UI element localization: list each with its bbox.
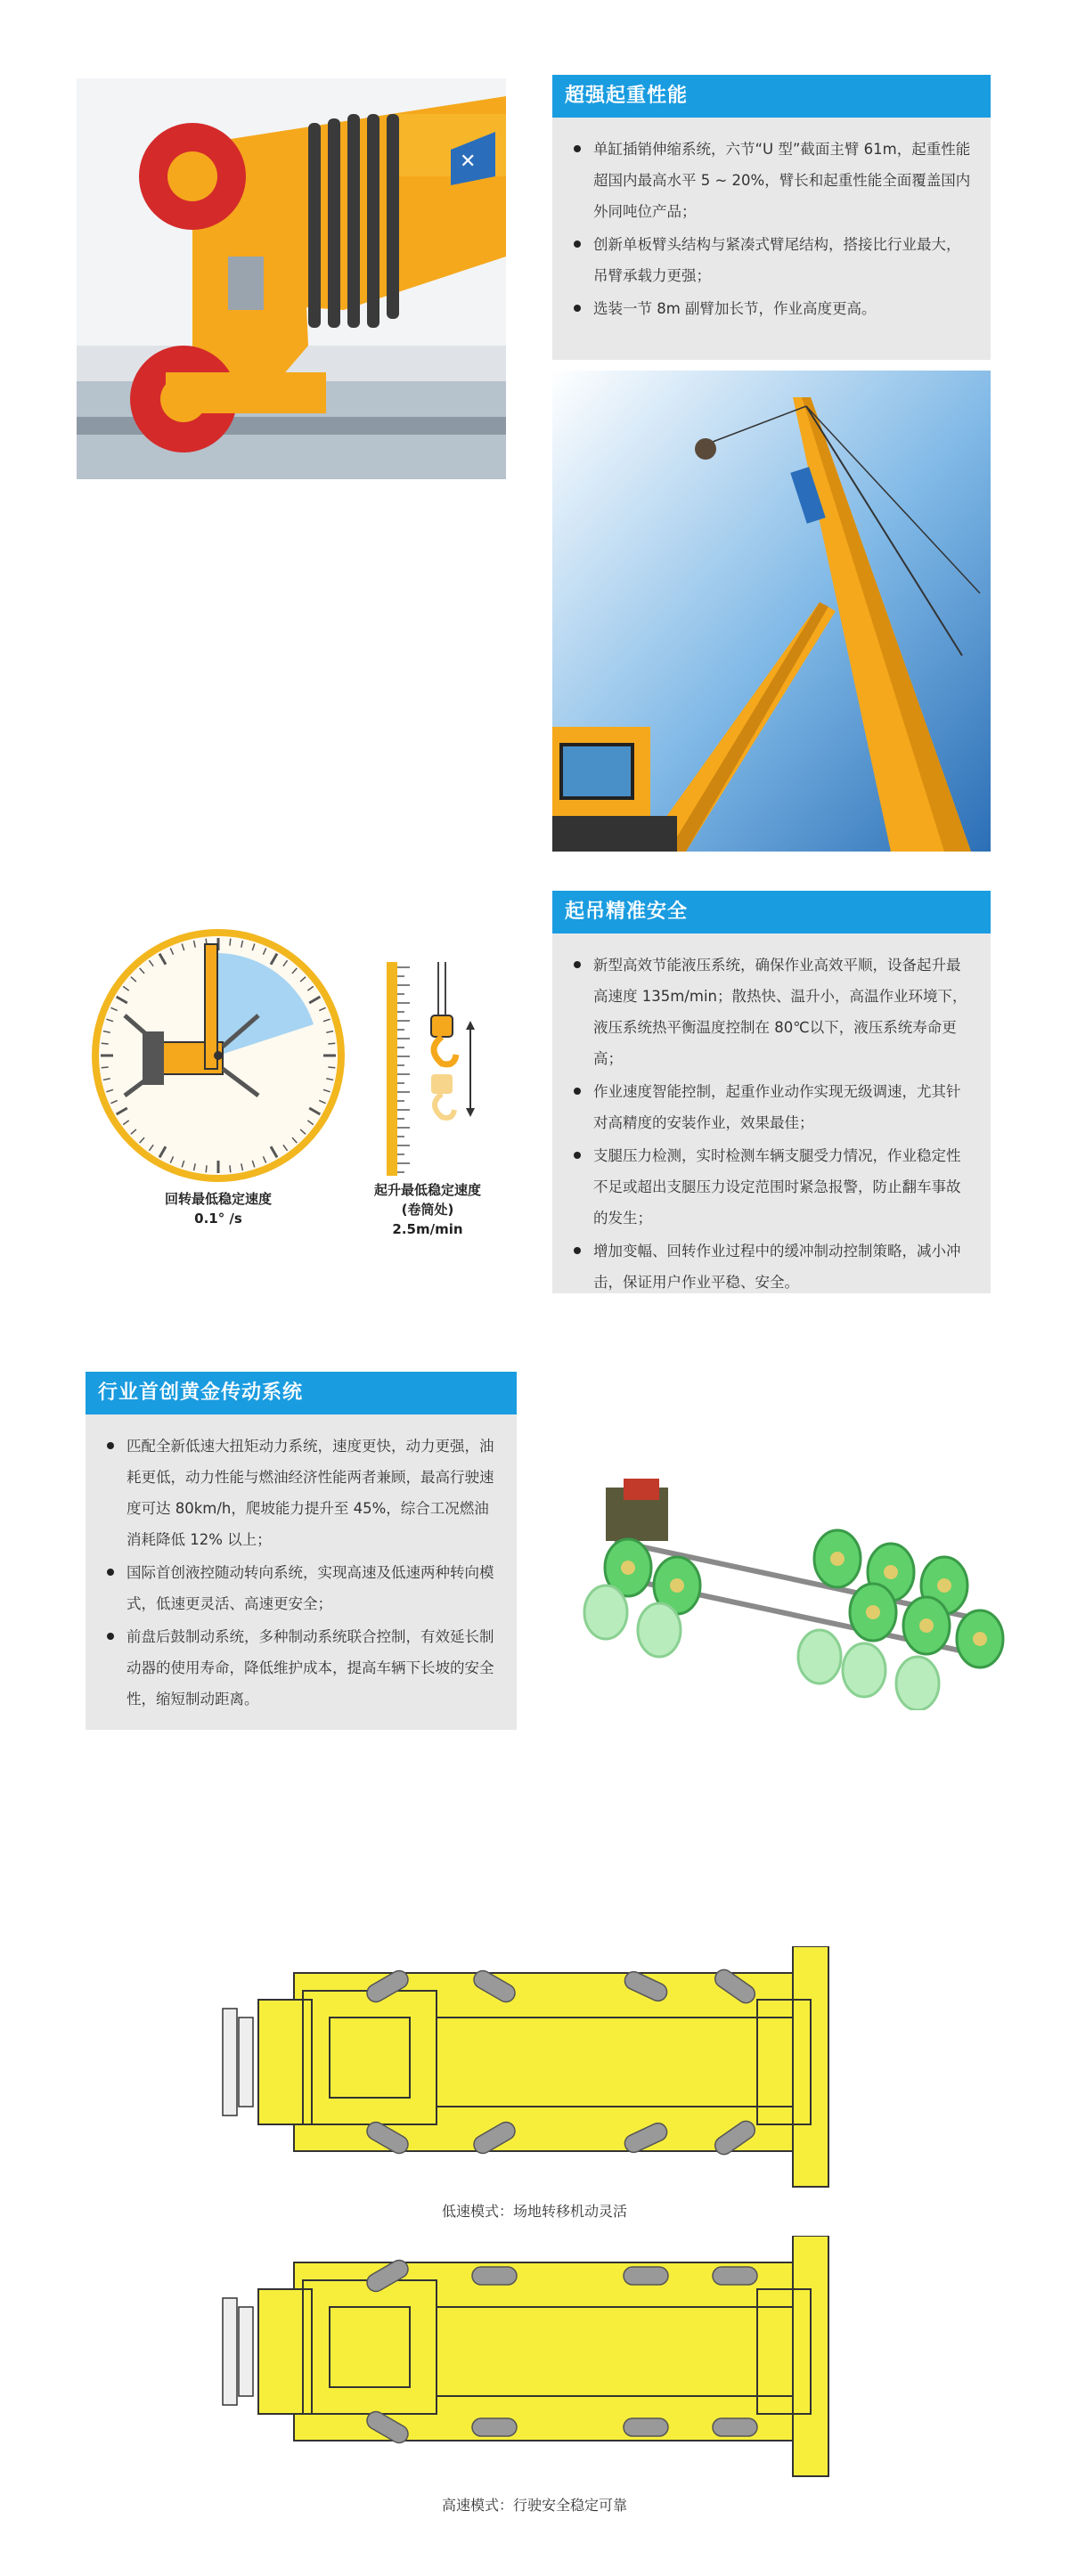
hoist-gauge-caption — [347, 1180, 508, 1239]
boom-head-photo — [77, 78, 506, 479]
svg-text:✕: ✕ — [460, 151, 477, 173]
safety-panel — [552, 891, 991, 1293]
safety-title: 起吊精准安全 — [552, 891, 991, 933]
bullet-dot — [574, 240, 581, 248]
bullet-text: 增加变幅、回转作业过程中的缓冲制动控制策略，减小冲击，保证用户作业平稳、安全。 — [593, 1243, 961, 1291]
list-item — [570, 1235, 973, 1298]
rotation-gauge-label: 回转最低稳定速度 — [164, 1191, 272, 1207]
rotation-gauge-caption — [134, 1189, 303, 1228]
boom-sky-photo — [552, 371, 991, 852]
transmission-list — [86, 1414, 517, 1725]
hoist-gauge-sub: (卷筒处) — [401, 1202, 454, 1218]
transmission-panel — [86, 1372, 517, 1730]
low-speed-caption: 低速模式：场地转移机动灵活 — [441, 2203, 627, 2220]
bullet-text: 匹配全新低速大扭矩动力系统，速度更快，动力更强，油耗更低，动力性能与燃油经济性能两者兼顾，最高行驶速度可达 80km/h，爬坡能力提升至 45%，综合工况燃油消耗降低 12% 以上； — [126, 1438, 494, 1548]
performance-title: 超强起重性能 — [552, 75, 991, 118]
bullet-text: 选装一节 8m 副臂加长节，作业高度更高。 — [593, 300, 877, 317]
dial-tick — [102, 1067, 109, 1068]
bullet-dot — [574, 1088, 581, 1095]
hoist-gauge — [374, 962, 481, 1176]
hoist-gauge-value: 2.5m/min — [392, 1221, 463, 1237]
rotation-gauge-value: 0.1° /s — [194, 1211, 242, 1227]
chassis-render — [579, 1443, 1024, 1710]
list-item — [103, 1621, 499, 1715]
bullet-dot — [574, 145, 581, 152]
dial-tick — [230, 939, 231, 946]
list-item — [570, 229, 973, 291]
list-item — [570, 1076, 973, 1138]
bullet-dot — [574, 305, 581, 312]
bullet-text: 支腿压力检测，实时检测车辆支腿受力情况，作业稳定性不足或超出支腿压力设定范围时紧急报警，防止翻车事故的发生； — [593, 1147, 961, 1227]
high-speed-diagram — [205, 2236, 873, 2485]
bullet-text: 单缸插销伸缩系统，六节“U 型”截面主臂 61m，起重性能超国内最高水平 5 ~ 20%，臂长和起重性能全面覆盖国内外同吨位产品； — [593, 141, 971, 220]
list-item — [103, 1431, 499, 1555]
bullet-text: 创新单板臂头结构与紧凑式臂尾结构，搭接比行业最大，吊臂承载力更强； — [593, 236, 961, 284]
bullet-text: 新型高效节能液压系统，确保作业高效平顺，设备起升最高速度 135m/min；散热快、温升小，高温作业环境下，液压系统热平衡温度控制在 80℃以下，液压系统寿命更高； — [593, 957, 967, 1067]
transmission-title: 行业首创黄金传动系统 — [86, 1372, 517, 1414]
bullet-dot — [107, 1569, 114, 1576]
bullet-text: 前盘后鼓制动系统，多种制动系统联合控制，有效延长制动器的使用寿命，降低维护成本，提高车辆下长坡的安全性，缩短制动距离。 — [126, 1628, 494, 1708]
list-item — [570, 950, 973, 1074]
list-item — [103, 1557, 499, 1619]
dial-tick — [230, 1165, 231, 1172]
bullet-dot — [107, 1633, 114, 1640]
rotation-gauge — [89, 926, 347, 1185]
bullet-dot — [574, 1152, 581, 1159]
performance-panel — [552, 75, 991, 360]
low-speed-diagram — [205, 1946, 873, 2196]
list-item — [570, 1140, 973, 1234]
safety-list — [552, 933, 991, 1308]
bullet-dot — [574, 961, 581, 968]
list-item — [570, 293, 973, 324]
bullet-text: 国际首创液控随动转向系统，实现高速及低速两种转向模式，低速更灵活、高速更安全； — [126, 1564, 494, 1612]
dial-tick — [328, 1043, 335, 1044]
high-speed-caption: 高速模式：行驶安全稳定可靠 — [441, 2497, 627, 2514]
bullet-dot — [107, 1442, 114, 1449]
bullet-text: 作业速度智能控制，起重作业动作实现无级调速，尤其针对高精度的安装作业，效果最佳； — [593, 1083, 961, 1131]
performance-list — [552, 118, 991, 335]
list-item — [570, 134, 973, 227]
bullet-dot — [574, 1247, 581, 1254]
dial-tick — [328, 1067, 335, 1068]
dial-tick — [102, 1043, 109, 1044]
dial-tick — [206, 1165, 207, 1172]
hoist-gauge-label: 起升最低稳定速度 — [373, 1182, 481, 1198]
